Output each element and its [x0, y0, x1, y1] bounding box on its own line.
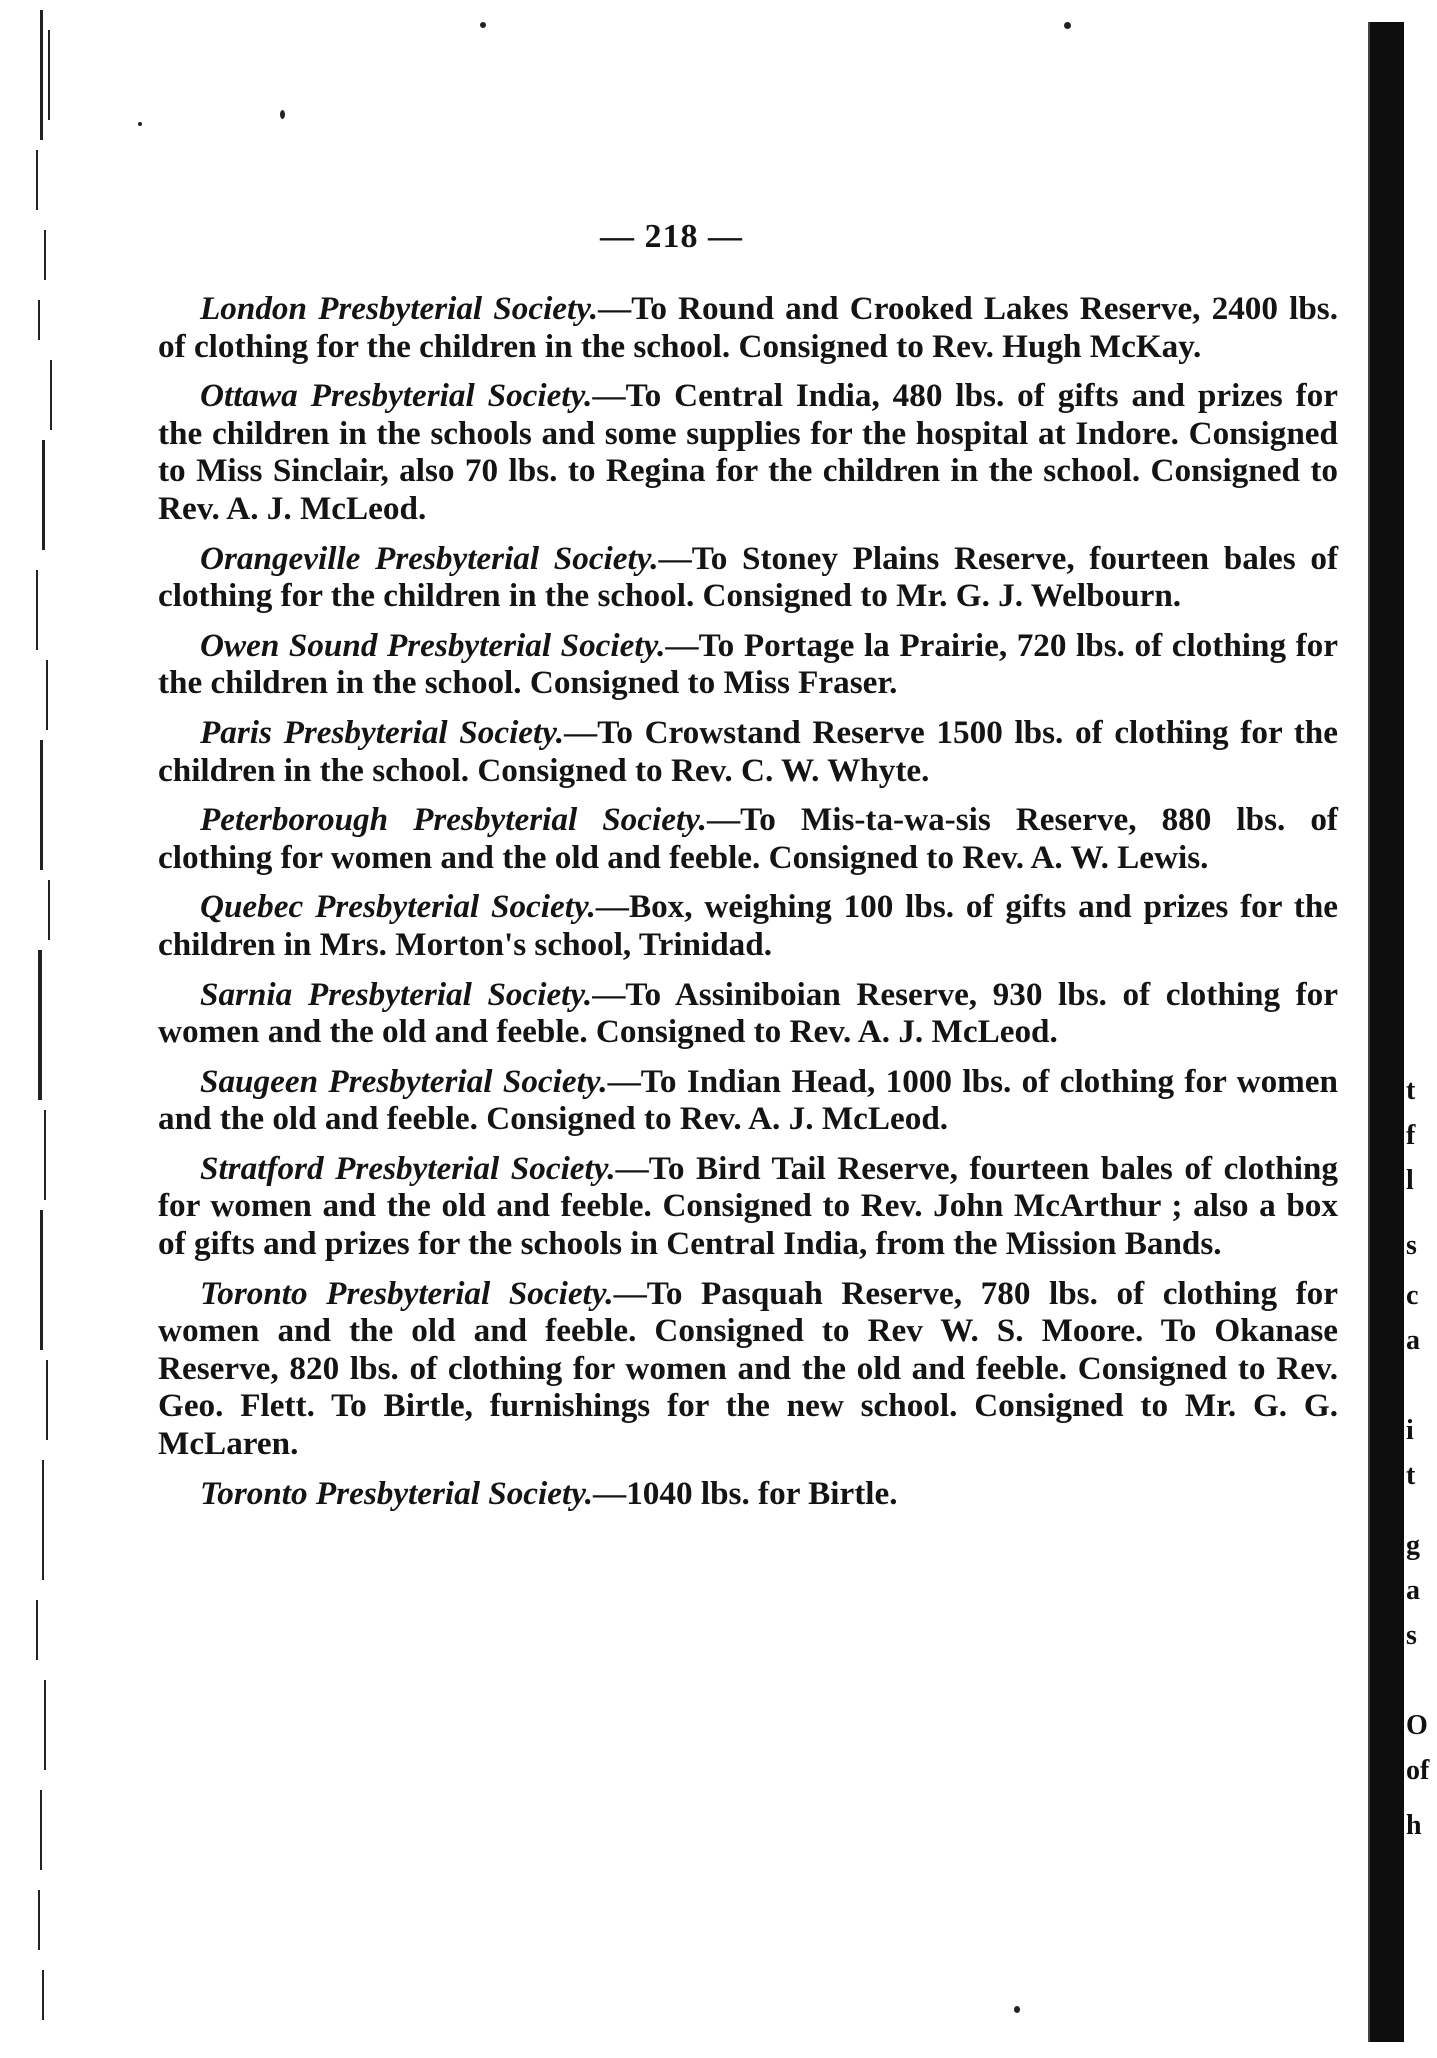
entry-text: —To Bird Tail Reserve, fourteen bales of clothing for women and the old and feeble. Consigned to Rev. John McArthur ; also a box of gifts and prizes for the schools in Central India, from the Mission Bands. — [158, 1149, 1338, 1263]
next-page-edge — [1400, 0, 1437, 2058]
entry-text: —To Mis-ta-wa-sis Reserve, 880 lbs. of clothing for women and the old and feeble. Consigned to Rev. A. W. Lewis. — [158, 801, 1338, 876]
entry-text: —To Central India, 480 lbs. of gifts and prizes for the children in the schools and some supplies for the hospital at Indore. Consigned to Miss Sinclair, also 70 lbs. to Regina for the children in the school. Consigned to Rev. A. J. McLeod. — [158, 377, 1338, 527]
speck — [1014, 2006, 1020, 2013]
society-name: Peterborough Presbyterial Society. — [200, 801, 707, 839]
society-name: Orangeville Presbyterial Society. — [200, 539, 659, 577]
society-name: Toronto Presbyterial Society. — [200, 1474, 593, 1512]
next-page-fragment: i — [1406, 1415, 1414, 1446]
next-page-fragment: s — [1406, 1230, 1417, 1261]
entry-text: —To Assiniboian Reserve, 930 lbs. of clothing for women and the old and feeble. Consigned to Rev. A. J. McLeod. — [158, 975, 1338, 1051]
next-page-fragment: a — [1406, 1325, 1420, 1356]
society-entry — [158, 377, 1338, 527]
next-page-fragment: O — [1406, 1710, 1428, 1741]
next-page-fragment: a — [1406, 1575, 1420, 1606]
next-page-fragment: g — [1406, 1530, 1420, 1561]
next-page-fragment: f — [1406, 1120, 1416, 1151]
entry-text: —1040 lbs. for Birtle. — [593, 1474, 898, 1512]
society-name: Toronto Presbyterial Society. — [200, 1274, 614, 1312]
next-page-fragment: c — [1406, 1280, 1419, 1311]
next-page-fragment: l — [1406, 1165, 1414, 1196]
society-name: Paris Presbyterial Society. — [200, 713, 565, 751]
society-name: Owen Sound Presbyterial Society. — [200, 626, 666, 664]
society-entry — [158, 290, 1338, 365]
society-entry — [158, 627, 1338, 702]
society-name: Ottawa Presbyterial Society. — [200, 377, 593, 415]
entry-text: —To Stoney Plains Reserve, fourteen bales of clothing for the children in the school. Consigned to Mr. G. J. Welbourn. — [158, 539, 1338, 615]
next-page-fragment: of — [1406, 1755, 1430, 1786]
binding-gutter — [1368, 22, 1404, 2042]
society-entry — [158, 1475, 1338, 1513]
society-name: Quebec Presbyterial Society. — [200, 888, 596, 926]
entry-text: —To Indian Head, 1000 lbs. of clothing for women and the old and feeble. Consigned to Rev. A. J. McLeod. — [158, 1062, 1338, 1138]
society-entry — [158, 1063, 1338, 1138]
entry-text: —To Pasquah Reserve, 780 lbs. of clothing for women and the old and feeble. Consigned to Rev W. S. Moore. To Okanase Reserve, 820 lbs. of clothing for women and the old and feeble. Consigned to Rev. Geo. Flett. To Birtle, furnishings for the new school. Consigned to Mr. G. G. McLaren. — [158, 1274, 1339, 1463]
society-entry — [158, 1150, 1338, 1263]
entry-text: —To Crowstand Reserve 1500 lbs. of clothing for the children in the school. Consigned to Rev. C. W. Whyte. — [158, 713, 1338, 789]
society-entry — [158, 976, 1338, 1051]
speck — [480, 22, 486, 28]
next-page-fragment: h — [1406, 1810, 1422, 1841]
society-entry — [158, 801, 1338, 876]
society-name: Stratford Presbyterial Society. — [200, 1149, 616, 1187]
next-page-fragment: t — [1406, 1075, 1416, 1106]
society-entry — [158, 888, 1338, 963]
speck — [280, 110, 285, 119]
entry-text: —To Portage la Prairie, 720 lbs. of clothing for the children in the school. Consigned to Miss Fraser. — [158, 626, 1339, 702]
page-number: — 218 — — [600, 218, 743, 255]
society-entry — [158, 714, 1338, 789]
next-page-fragment: s — [1406, 1620, 1417, 1651]
society-entry — [158, 1275, 1338, 1463]
page-body — [158, 290, 1338, 1524]
society-name: London Presbyterial Society. — [200, 290, 599, 327]
society-name: Sarnia Presbyterial Society. — [200, 975, 593, 1013]
next-page-fragment: t — [1406, 1460, 1416, 1491]
entry-text: —To Round and Crooked Lakes Reserve, 2400 lbs. of clothing for the children in the school. Consigned to Rev. Hugh McKay. — [158, 290, 1339, 365]
speck — [138, 122, 142, 126]
speck — [1064, 22, 1071, 29]
society-name: Saugeen Presbyterial Society. — [200, 1062, 608, 1100]
society-entry — [158, 540, 1338, 615]
entry-text: —Box, weighing 100 lbs. of gifts and prizes for the children in Mrs. Morton's school, Trinidad. — [158, 888, 1339, 963]
